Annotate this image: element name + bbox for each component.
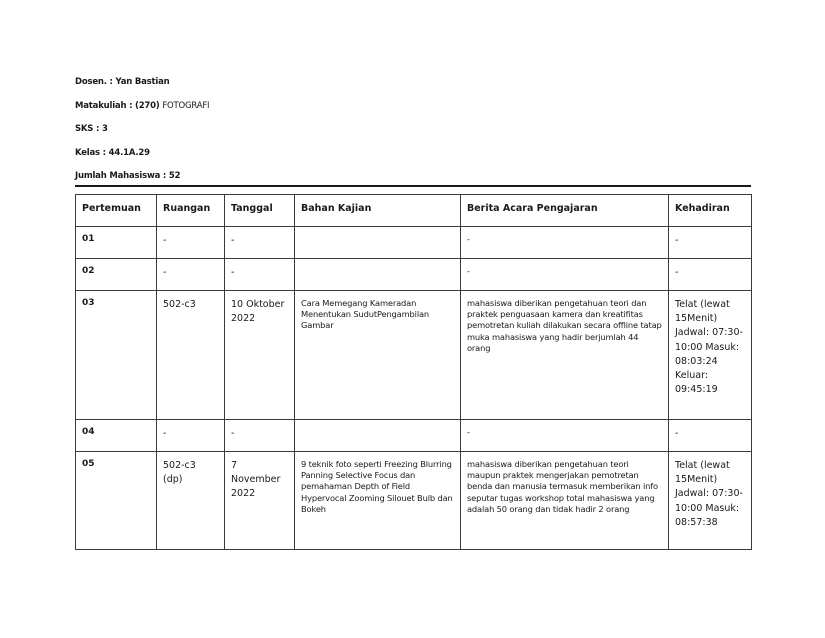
- column-header-kehadiran: Kehadiran: [669, 195, 752, 227]
- cell-berita-acara: -: [461, 259, 669, 291]
- cell-bahan-kajian: [295, 420, 461, 452]
- cell-berita-acara: -: [461, 227, 669, 259]
- credits-value: 3: [101, 124, 108, 134]
- cell-bahan-kajian: [295, 259, 461, 291]
- attendance-table: [75, 194, 752, 550]
- credits-label: SKS :: [75, 124, 102, 134]
- course-name: FOTOGRAFI: [162, 101, 210, 111]
- cell-tanggal: 10 Oktober 2022: [225, 291, 295, 420]
- class-line: [75, 147, 150, 159]
- cell-bahan-kajian: [295, 227, 461, 259]
- cell-pertemuan: 02: [76, 259, 157, 291]
- cell-berita-acara: mahasiswa diberikan pengetahuan teori maupun praktek mengerjakan pemotretan benda dan manusia termasuk memberikan info seputar tugas workshop total mahasiswa yang adalah 50 orang dan tidak hadir 2 orang: [461, 452, 669, 550]
- cell-tanggal: -: [225, 420, 295, 452]
- course-label: Matakuliah : (270): [75, 101, 163, 111]
- cell-bahan-kajian: 9 teknik foto seperti Freezing Blurring Panning Selective Focus dan pemahaman Depth of Field Hypervocal Zooming Silouet Bulb dan Bokeh: [295, 452, 461, 550]
- column-header-berita-acara: Berita Acara Pengajaran: [461, 195, 669, 227]
- student-count-line: [75, 170, 180, 182]
- table-row: [76, 227, 752, 259]
- cell-pertemuan: 03: [76, 291, 157, 420]
- table-header-row: [76, 195, 752, 227]
- cell-kehadiran: -: [669, 420, 752, 452]
- table-row: [76, 259, 752, 291]
- column-header-ruangan: Ruangan: [157, 195, 225, 227]
- cell-tanggal: -: [225, 227, 295, 259]
- cell-ruangan: -: [157, 227, 225, 259]
- lecturer-line: [75, 76, 170, 88]
- header-divider: [75, 185, 751, 187]
- column-header-bahan-kajian: Bahan Kajian: [295, 195, 461, 227]
- student-count-label: Jumlah Mahasiswa :: [75, 171, 169, 181]
- cell-berita-acara: mahasiswa diberikan pengetahuan teori dan praktek penguasaan kamera dan kreatifitas pemotretan kuliah dilakukan secara offline tatap muka mahasiswa yang hadir berjumlah 44 orang: [461, 291, 669, 420]
- cell-pertemuan: 01: [76, 227, 157, 259]
- cell-kehadiran: -: [669, 227, 752, 259]
- class-label: Kelas :: [75, 148, 109, 158]
- cell-ruangan: -: [157, 420, 225, 452]
- cell-ruangan: 502-c3 (dp): [157, 452, 225, 550]
- course-line: [75, 100, 209, 112]
- cell-tanggal: -: [225, 259, 295, 291]
- cell-ruangan: 502-c3: [157, 291, 225, 420]
- credits-line: [75, 123, 108, 135]
- cell-bahan-kajian: Cara Memegang Kameradan Menentukan SudutPengambilan Gambar: [295, 291, 461, 420]
- table-row: [76, 452, 752, 550]
- table-row: [76, 420, 752, 452]
- cell-ruangan: -: [157, 259, 225, 291]
- cell-kehadiran: Telat (lewat 15Menit) Jadwal: 07:30-10:00 Masuk: 08:03:24 Keluar: 09:45:19: [669, 291, 752, 420]
- column-header-tanggal: Tanggal: [225, 195, 295, 227]
- class-value: 44.1A.29: [108, 148, 150, 158]
- student-count-value: 52: [168, 171, 181, 181]
- table-row: [76, 291, 752, 420]
- cell-pertemuan: 04: [76, 420, 157, 452]
- cell-berita-acara: -: [461, 420, 669, 452]
- lecturer-name: Yan Bastian: [115, 77, 170, 87]
- cell-tanggal: 7 November 2022: [225, 452, 295, 550]
- column-header-pertemuan: Pertemuan: [76, 195, 157, 227]
- cell-kehadiran: Telat (lewat 15Menit) Jadwal: 07:30-10:00 Masuk: 08:57:38: [669, 452, 752, 550]
- lecturer-label: Dosen. :: [75, 77, 116, 87]
- cell-kehadiran: -: [669, 259, 752, 291]
- cell-pertemuan: 05: [76, 452, 157, 550]
